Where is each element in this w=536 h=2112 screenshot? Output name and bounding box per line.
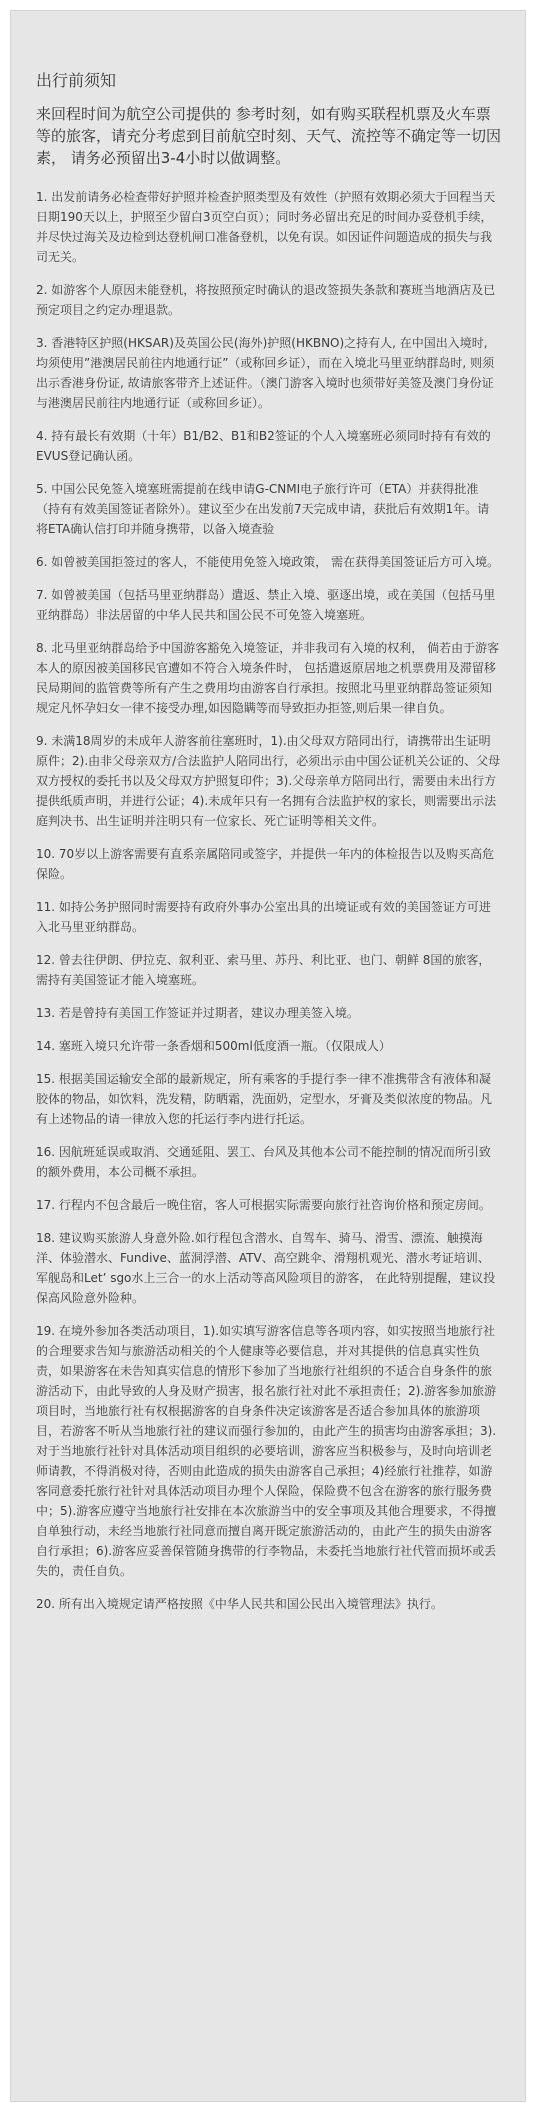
notice-list <box>36 187 501 1614</box>
notice-item-5: 5. 中国公民免签入境塞班需提前在线申请G-CNMI电子旅行许可（ETA）并获得批准（持有有效美国签证者除外）。建议至少在出发前7天完成申请，获批后有效期1年。请将ETA确认信打印并随身携带，以备入境查验 <box>36 482 490 536</box>
notice-item-20: 20. 所有出入境规定请严格按照《中华人民共和国公民出入境管理法》执行。 <box>36 1597 443 1611</box>
notice-item-17: 17. 行程内不包含最后一晚住宿，客人可根据实际需要向旅行社咨询价格和预定房间。 <box>36 1198 491 1212</box>
notice-item-16: 16. 因航班延误或取消、交通延阻、罢工、台风及其他本公司不能控制的情况而所引致的额外费用，本公司概不承担。 <box>36 1145 491 1179</box>
notice-item-4: 4. 持有最长有效期（十年）B1/B2、B1和B2签证的个人入境塞班必须同时持有有效的EVUS登记确认函。 <box>36 429 491 463</box>
notice-item-13: 13. 若是曾持有美国工作签证并过期者，建议办理美签入境。 <box>36 1006 359 1020</box>
notice-intro: 来回程时间为航空公司提供的 参考时刻，如有购买联程机票及火车票等的旅客，请充分考虑到目前航空时刻、天气、流控等不确定等一切因素， 请务必预留出3-4小时以做调整。 <box>36 105 502 167</box>
notice-item-6: 6. 如曾被美国拒签过的客人，不能使用免签入境政策， 需在获得美国签证后方可入境。 <box>36 555 500 569</box>
notice-title: 出行前须知 <box>36 71 117 90</box>
notice-item-11: 11. 如持公务护照同时需要持有政府外事办公室出具的出境证或有效的美国签证方可进入北马里亚纳群岛。 <box>36 900 491 934</box>
notice-item-8: 8. 北马里亚纳群岛给予中国游客豁免入境签证，并非我司有入境的权利， 倘若由于游客本人的原因被美国移民官遭如不符合入境条件时， 包括遣返原居地之机票费用及滞留移民局期间的监管费等所有产生之费用均由游客自行承担。按照北马里亚纳群岛签证须知规定凡怀孕妇女一律不接受办理,如因隐瞒等而导致拒办拒签,则后果一律自负。 <box>36 641 500 715</box>
notice-item-9: 9. 未满18周岁的未成年人游客前往塞班时，1).由父母双方陪同出行，请携带出生证明原件；2).由非父母亲双方/合法监护人陪同出行，必须出示由中国公证机关公证的、父母双方授权的委托书以及父母双方护照复印件；3).父母亲单方陪同出行，需要由未出行方提供纸质声明，并进行公证；4).未成年只有一名拥有合法监护权的家长，则需要出示法庭判决书、出生证明并注明只有一位家长、死亡证明等相关文件。 <box>36 734 501 828</box>
notice-item-7: 7. 如曾被美国（包括马里亚纳群岛）遣返、禁止入境、驱逐出境，或在美国（包括马里亚纳群岛）非法居留的中华人民共和国公民不可免签入境塞班。 <box>36 588 496 622</box>
notice-item-15: 15. 根据美国运输安全部的最新规定，所有乘客的手提行李一律不准携带含有液体和凝胶体的物品，如饮料，洗发精，防晒霜，洗面奶，定型水，牙膏及类似浓度的物品。凡有上述物品的请一律放入您的托运行李内进行托运。 <box>36 1072 493 1126</box>
notice-item-19: 19. 在境外参加各类活动项目，1).如实填写游客信息等各项内容，如实按照当地旅行社的合理要求告知与旅游活动相关的个人健康等必要信息，并对其提供的信息真实性负责，如果游客在未告知真实信息的情形下参加了当地旅行社组织的不适合自身条件的旅游活动下，由此导致的人身及财产损害，报名旅行社对此不承担责任；2).游客参加旅游项目时，当地旅行社有权根据游客的自身条件决定该游客是否适合参加具体的旅游项目，若游客不听从当地旅行社的建议而强行参加的，由此产生的损害均由游客承担；3).对于当地旅行社针对具体活动项目组织的必要培训，游客应当积极参与，及时向培训老师请教，不得消极对待，否则由此造成的损失由游客自己承担；4)经旅行社推荐，如游客同意委托旅行社针对具体活动项目办理个人保险，保险费不包含在游客的旅行服务费中；5).游客应遵守当地旅行社安排在本次旅游当中的安全事项及其他合理要求，不得擅自单独行动，未经当地旅行社同意而擅自离开既定旅游活动的，由此产生的损失由游客自行承担；6).游客应妥善保管随身携带的行李物品，未委托当地旅行社代管而损坏或丢失的，责任自负。 <box>36 1324 497 1578</box>
notice-item-18: 18. 建议购买旅游人身意外险.如行程包含潜水、自驾车、骑马、滑雪、漂流、触摸海洋、体验潜水、Fundive、蓝洞浮潜、ATV、高空跳伞、滑翔机观光、潜水考证培训、军舰岛和Let’ sgo水上三合一的水上活动等高风险项目的游客， 在此特别提醒，建议投保高风险意外险种。 <box>36 1231 496 1305</box>
notice-item-3: 3. 香港特区护照(HKSAR)及英国公民(海外)护照(HKBNO)之持有人, 在中国出入境时, 均须使用”港澳居民前往内地通行证”（或称回乡证），而在入境北马里亚纳群岛时, 则须出示香港身份证, 故请旅客带齐上述证件。（澳门游客入境时也须带好美签及澳门身份证与港澳居民前往内地通行证（或称回乡证）。 <box>36 336 495 410</box>
notice-item-10: 10. 70岁以上游客需要有直系亲属陪同或签字，并提供一年内的体检报告以及购买高危保险。 <box>36 847 495 881</box>
notice-item-1: 1. 出发前请务必检查带好护照并检查护照类型及有效性（护照有效期必须大于回程当天日期190天以上，护照至少留白3页空白页）；同时务必留出充足的时间办妥登机手续，并尽快过海关及边检到达登机闸口准备登机，以免有误。如因证件问题造成的损失与我司无关。 <box>36 190 496 264</box>
notice-panel <box>10 10 526 2102</box>
notice-item-2: 2. 如游客个人原因未能登机，将按照预定时确认的退改签损失条款和赛班当地酒店及已预定项目之约定办理退款。 <box>36 283 496 317</box>
notice-item-14: 14. 塞班入境只允许带一条香烟和500ml低度酒一瓶。（仅限成人） <box>36 1039 391 1053</box>
notice-item-12: 12. 曾去往伊朗、伊拉克、叙利亚、索马里、苏丹、利比亚、也门、朝鲜 8国的旅客，需持有美国签证才能入境塞班。 <box>36 953 491 987</box>
